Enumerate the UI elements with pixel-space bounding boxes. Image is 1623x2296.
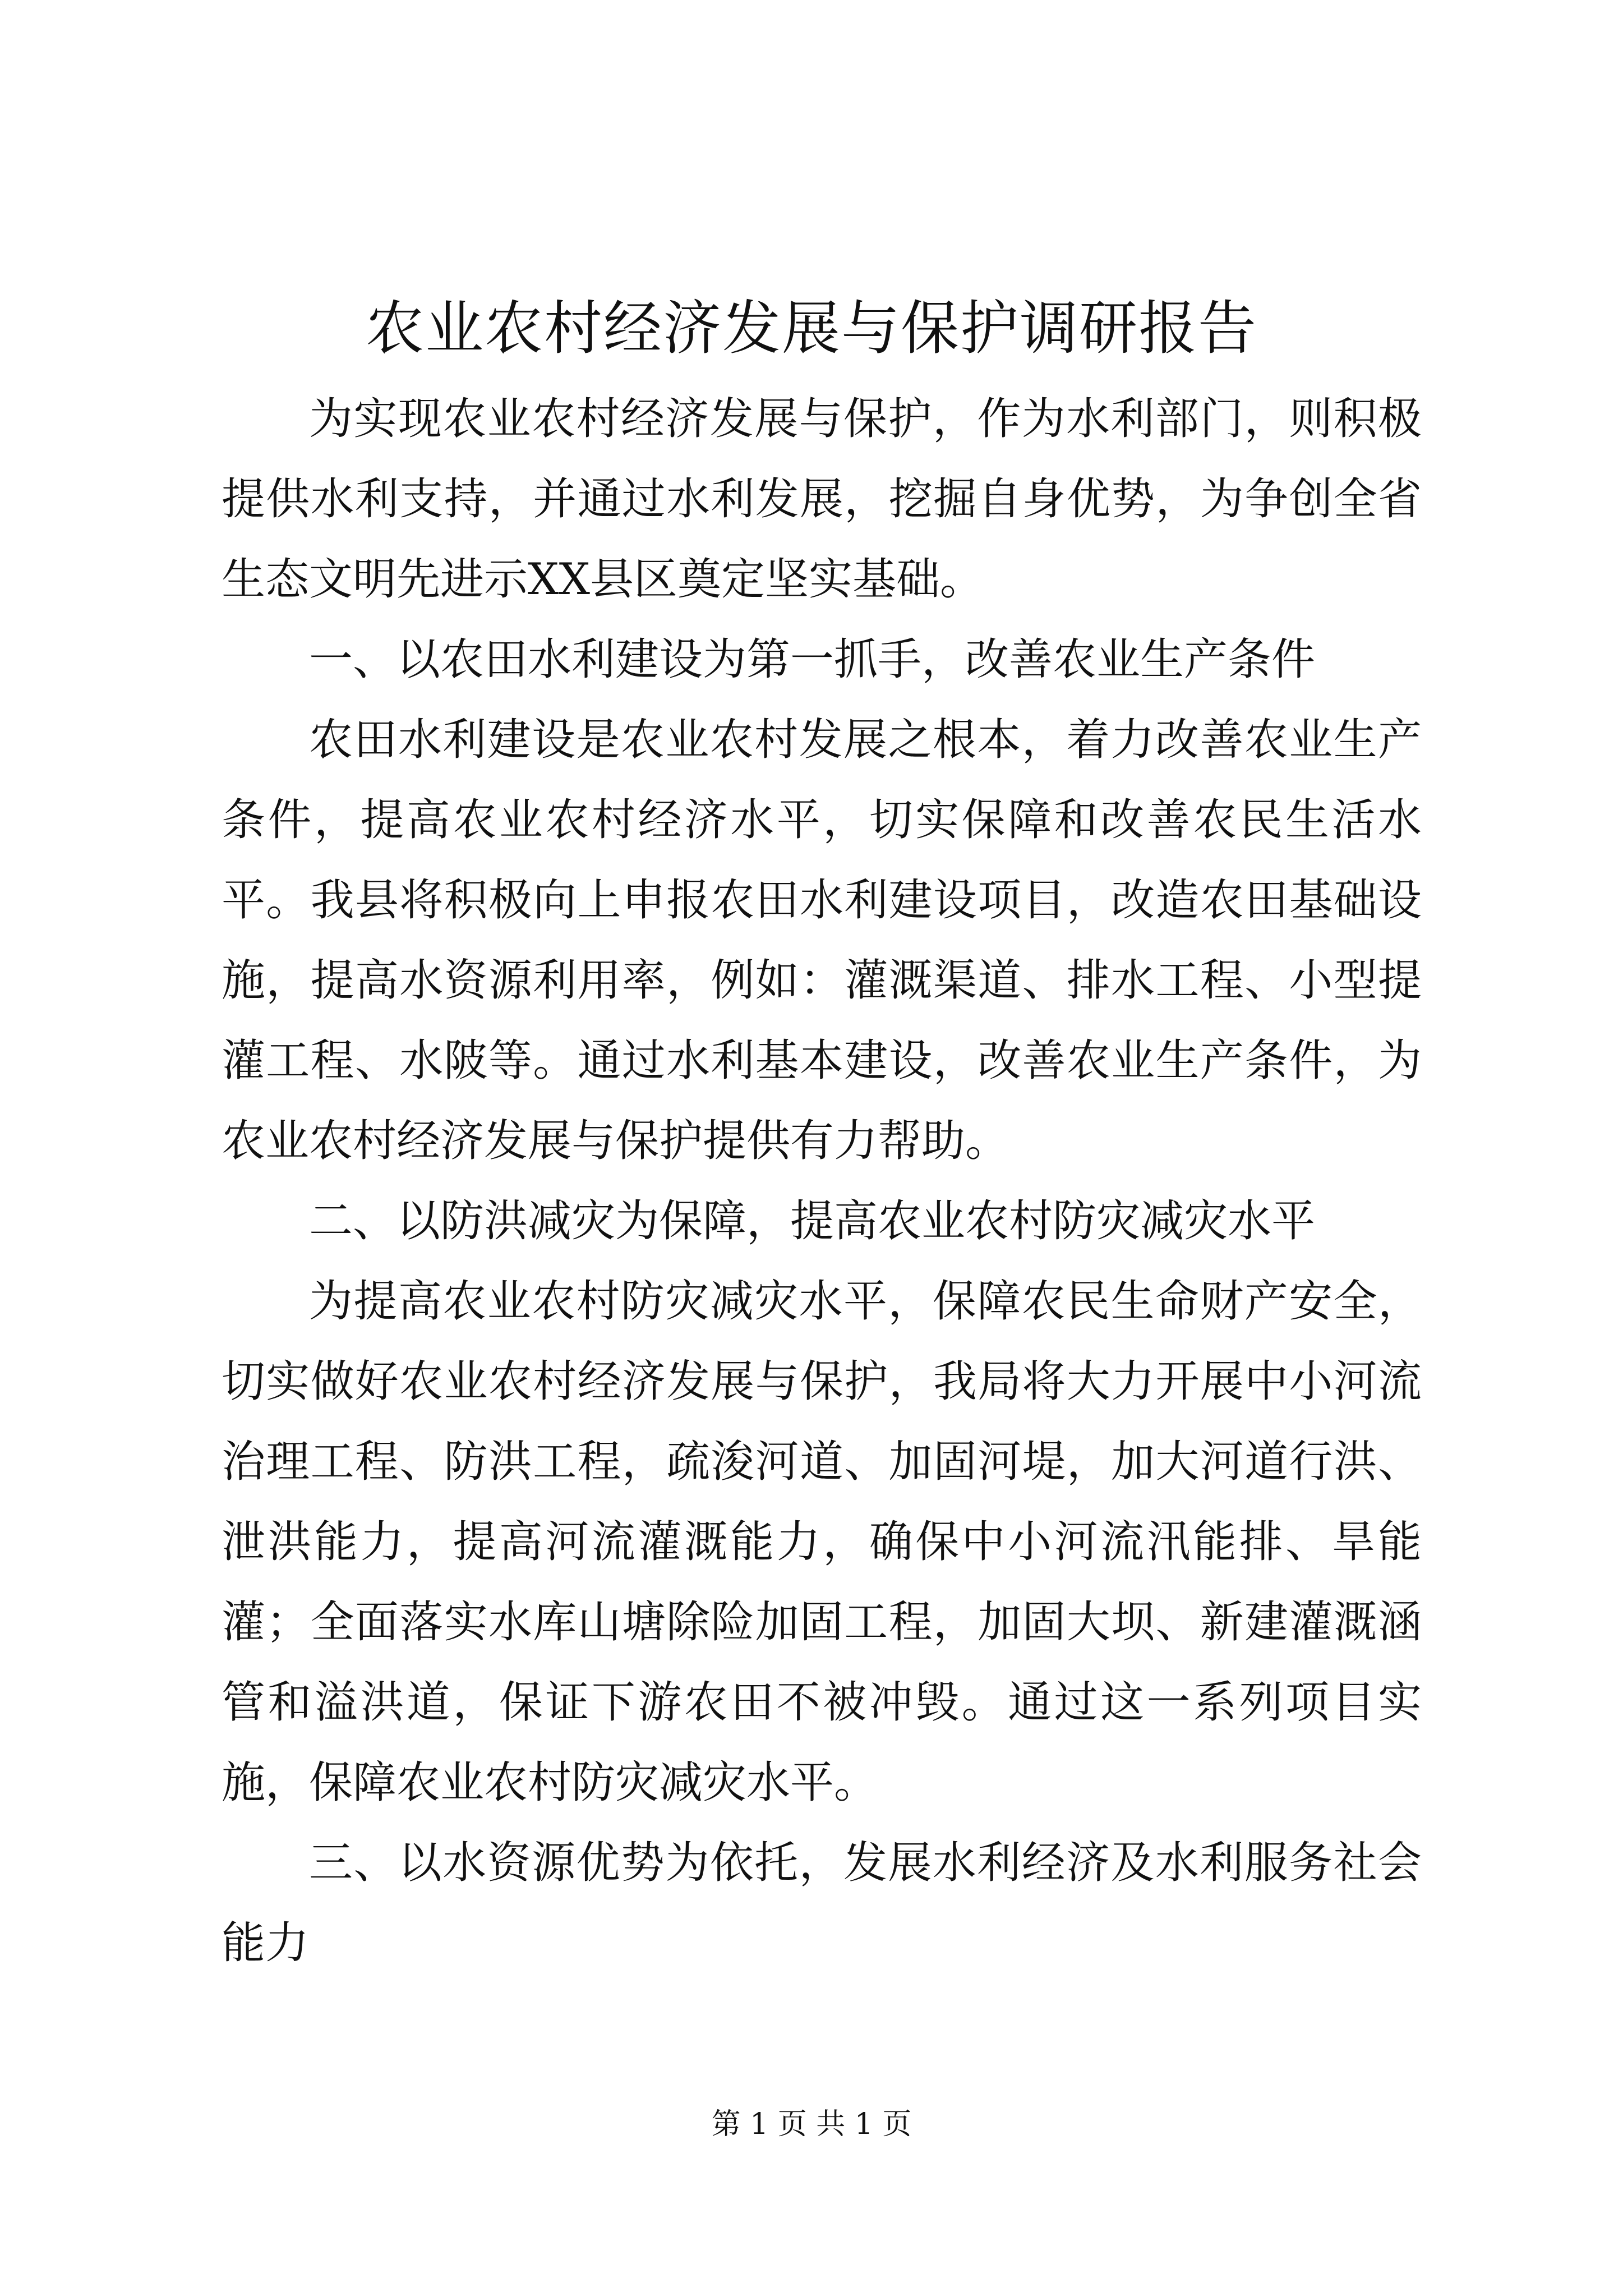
section-heading-1: 一、以农田水利建设为第一抓手，改善农业生产条件 [309,634,1316,685]
section-heading-2: 二、以防洪减灾为保障，提高农业农村防灾减灾水平 [309,1196,1316,1246]
intro-paragraph: 为实现农业农村经济发展与保护，作为水利部门，则积极提供水利支持，并通过水利发展，挖掘自身优势，为争创全省生态文明先进示XX县区奠定坚实基础。 [222,394,1422,605]
page-footer: 第 1 页 共 1 页 [711,2108,912,2141]
section-paragraph-2: 为提高农业农村防灾减灾水平，保障农民生命财产安全，切实做好农业农村经济发展与保护，我局将大力开展中小河流治理工程、防洪工程，疏浚河道、加固河堤，加大河道行洪、泄洪能力，提高河流灌溉能力，确保中小河流汛能排、旱能灌；全面落实水库山塘除险加固工程，加固大坝、新建灌溉涵管和溢洪道，保证下游农田不被冲毁。通过这一系列项目实施，保障农业农村防灾减灾水平。 [222,1276,1422,1808]
document-title: 农业农村经济发展与保护调研报告 [365,294,1257,362]
document-body [222,379,1422,1984]
section-paragraph-1: 农田水利建设是农业农村发展之根本，着力改善农业生产条件，提高农业农村经济水平，切实保障和改善农民生活水平。我县将积极向上申报农田水利建设项目，改造农田基础设施，提高水资源利用率，例如：灌溉渠道、排水工程、小型提灌工程、水陂等。通过水利基本建设，改善农业生产条件，为农业农村经济发展与保护提供有力帮助。 [222,715,1422,1166]
section-heading-3: 三、以水资源优势为依托，发展水利经济及水利服务社会能力 [222,1838,1422,1968]
